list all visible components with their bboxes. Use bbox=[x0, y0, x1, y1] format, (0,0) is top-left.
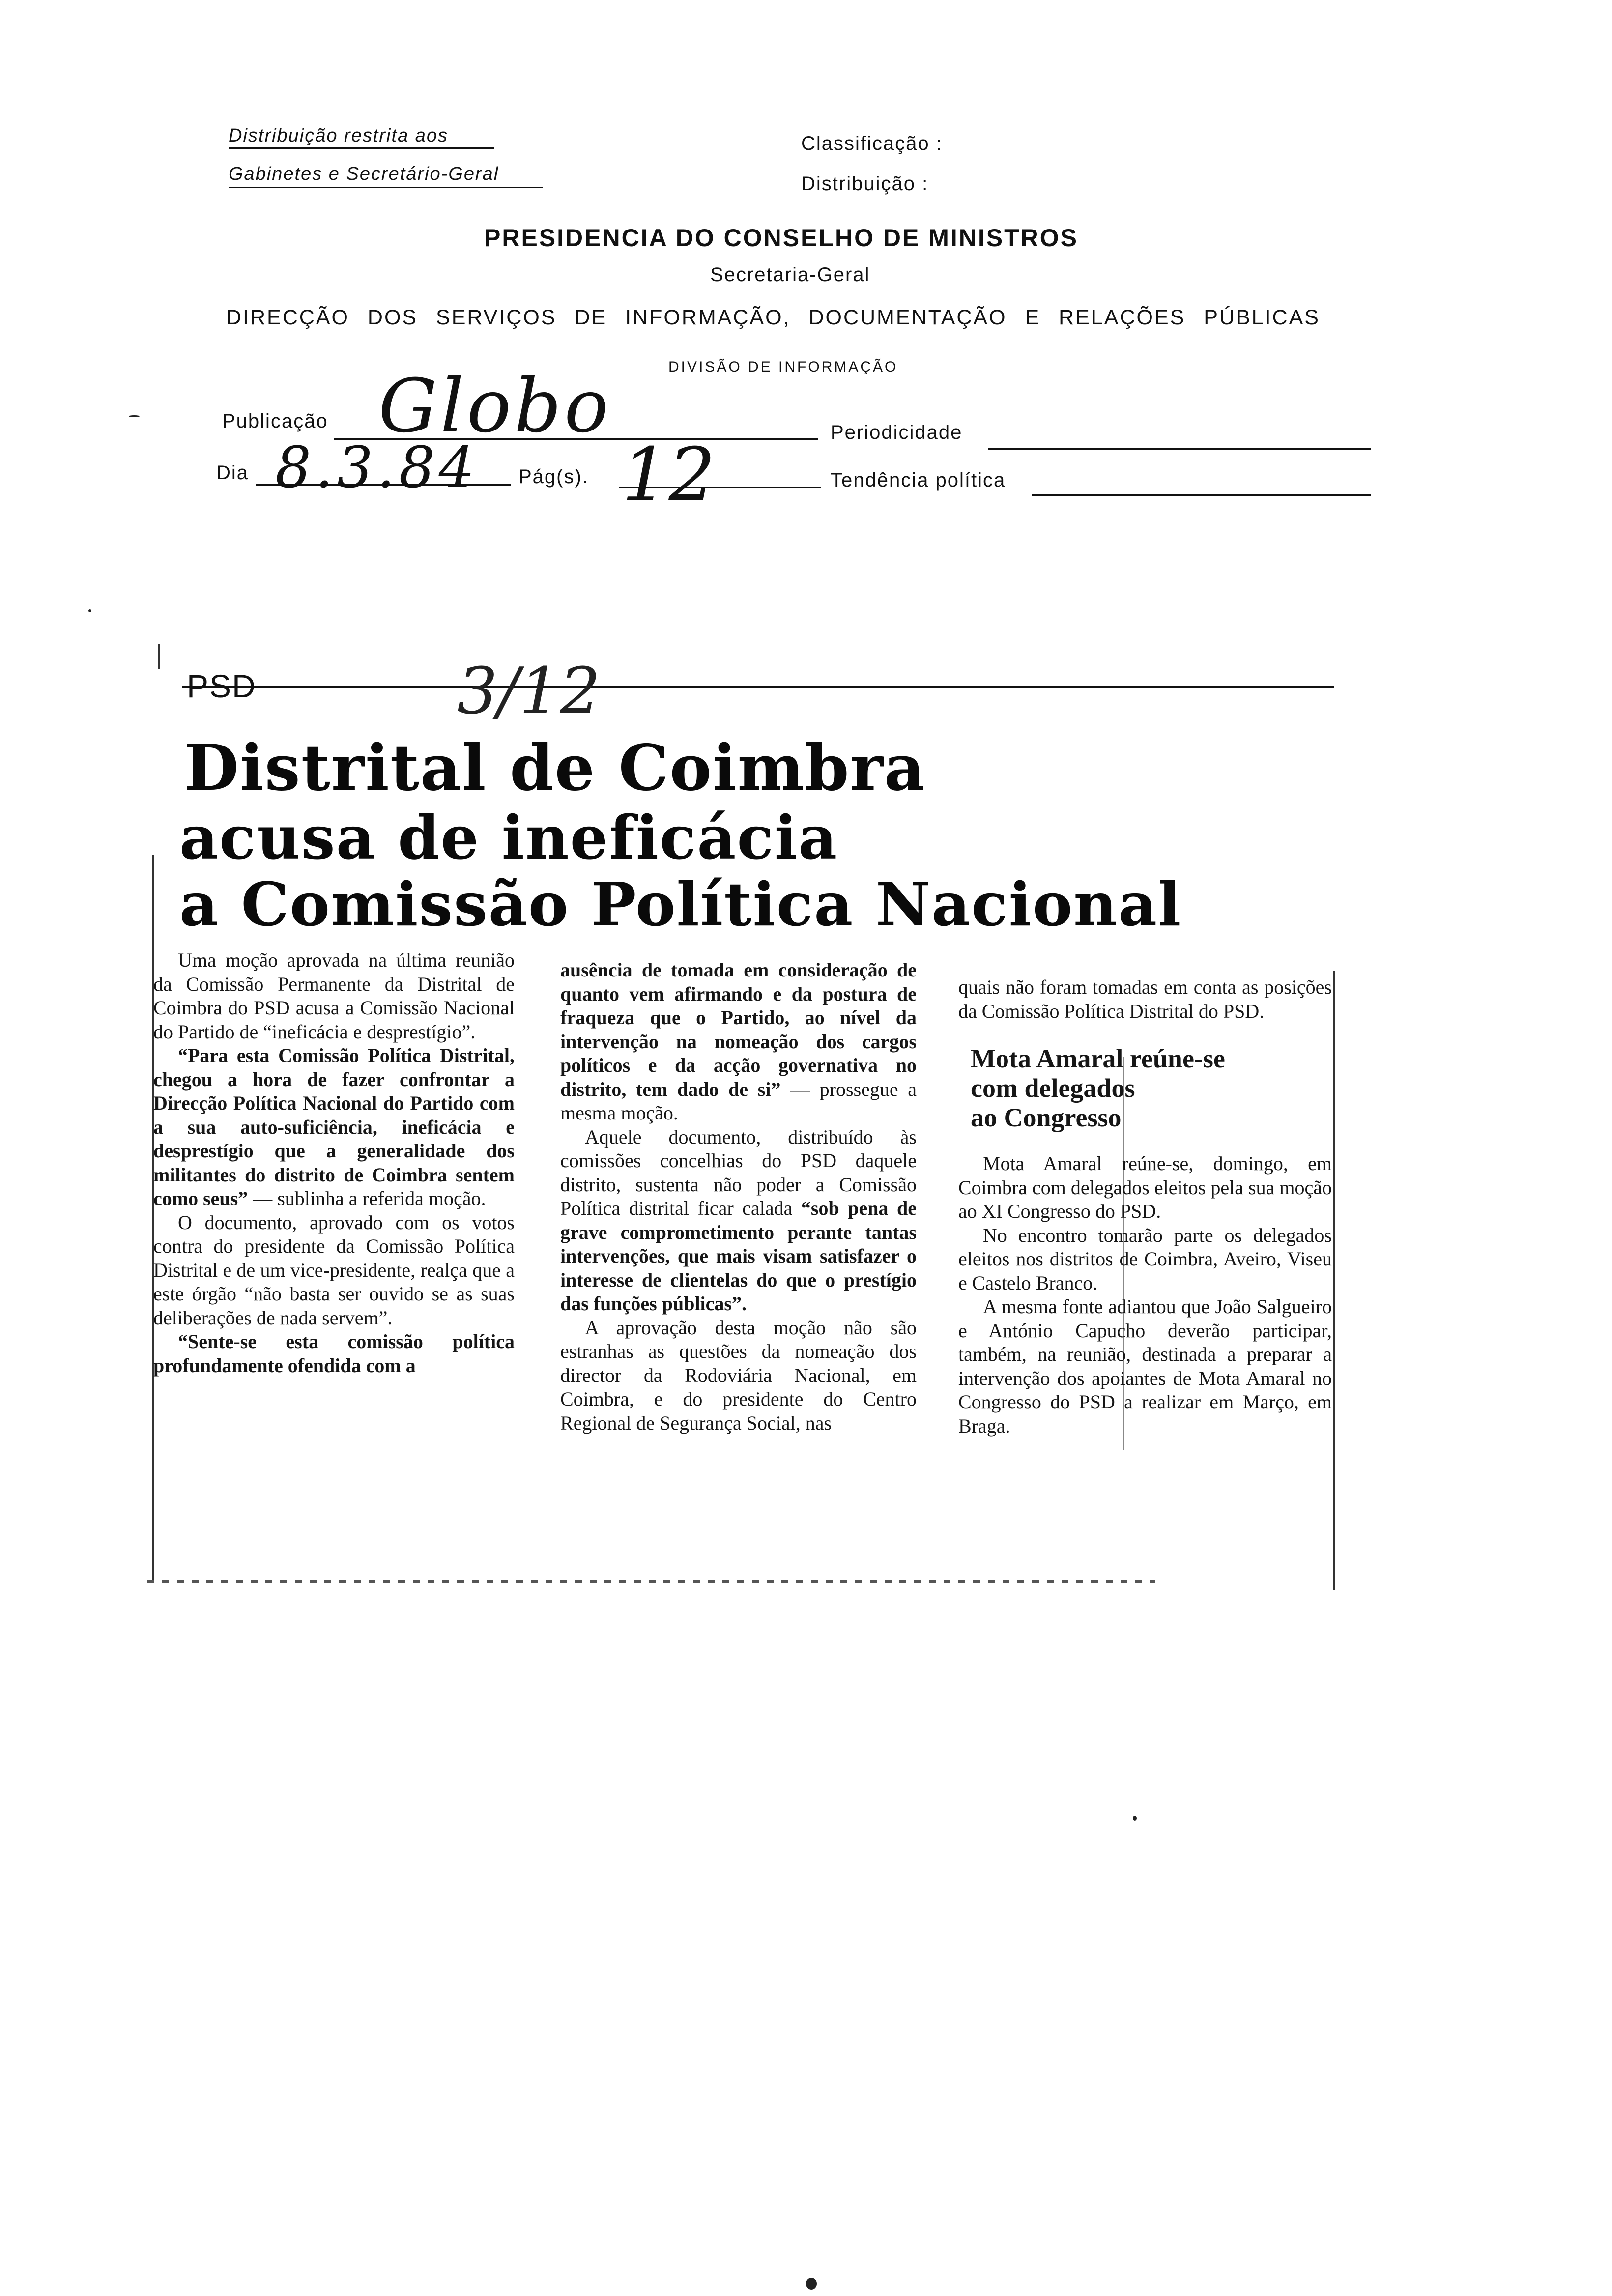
scan-mark bbox=[129, 415, 140, 417]
col1-paragraph-1: Uma moção aprovada na última reunião da Comissão Permanente da Distrital de Coimbra do PSD acusa a Comissão Nacional do Partido de “ineficácia e desprestígio”. bbox=[153, 949, 515, 1043]
article-column-3 bbox=[958, 976, 1332, 1438]
subheading bbox=[971, 1044, 1332, 1132]
col1-paragraph-2-end: — sublinha a referida moção. bbox=[248, 1187, 486, 1209]
day-handwritten-value: 8.3.84 bbox=[275, 435, 479, 501]
headline-line-1: Distrital de Coimbra bbox=[184, 731, 926, 805]
col1-paragraph-2-quote: “Para esta Comissão Política Distrital, chegou a hora de fazer confrontar a Direcção Política Nacional do Partido com a sua auto-suficiência, ineficácia e desprestígio que a generalidade dos militantes do distrito de Coimbra sentem como seus” bbox=[153, 1044, 515, 1209]
scan-mark bbox=[806, 2278, 817, 2290]
col2-paragraph-2-quote: “sob pena de grave comprometimento perante tantas intervenções, que mais visam satisfazer o interesse de clientelas do que o prestígio das funções públicas”. bbox=[560, 1197, 917, 1315]
col1-paragraph-4: “Sente-se esta comissão política profundamente ofendida com a bbox=[153, 1330, 515, 1377]
headline-line-2: acusa de ineficácia bbox=[179, 802, 838, 873]
tendency-label: Tendência política bbox=[831, 469, 1006, 491]
col2-paragraph-1-end: — prosseguе a mesma moção. bbox=[560, 1078, 917, 1124]
col2-paragraph-3: A aprovação desta moção não são estranhas as questões da nomeação dos director da Rodoviária Nacional, em Coimbra, e do presidente do Centro Regional de Segurança Social, nas bbox=[560, 1316, 917, 1434]
clipping-bottom-edge bbox=[147, 1580, 1155, 1583]
section-label: PSD bbox=[187, 668, 257, 704]
headline-line-3: a Comissão Política Nacional bbox=[179, 869, 1182, 940]
secretariat-label: Secretaria-Geral bbox=[710, 264, 870, 286]
distribution-label: Distribuição : bbox=[801, 173, 929, 195]
col1-paragraph-2 bbox=[153, 1044, 515, 1211]
restricted-distribution-line-1: Distribuição restrita aos bbox=[229, 125, 449, 146]
publication-label: Publicação bbox=[222, 410, 328, 432]
division-label: DIVISÃO DE INFORMAÇÃO bbox=[668, 359, 898, 375]
col3-paragraph-2: Mota Amaral reúne-se, domingo, em Coimbra com delegados eleitos pela sua moção ao XI Congresso do PSD. bbox=[958, 1152, 1332, 1222]
col3-paragraph-1: quais não foram tomadas em conta as posições da Comissão Política Distrital do PSD. bbox=[958, 976, 1332, 1022]
column-rule-right bbox=[1333, 971, 1335, 1590]
col2-paragraph-1-quote: ausência de tomada em consideração de quanto vem afirmando e da postura de fraqueza que o Partido, ao nível da intervenção na nomeação dos cargos políticos e da acção governativa no distrito, tem dado de si” bbox=[560, 959, 917, 1100]
classification-label: Classificação : bbox=[801, 133, 943, 154]
col2-paragraph-1 bbox=[560, 958, 917, 1125]
publication-handwritten-value: Globo bbox=[378, 364, 612, 449]
scan-mark bbox=[1133, 1816, 1137, 1821]
col1-paragraph-3: O documento, aprovado com os votos contra do presidente da Comissão Política Distrital e de um vice-presidente, realça que a este órgão “não basta ser ouvido se as suas deliberações de nada servem”. bbox=[153, 1211, 515, 1329]
pages-label: Pág(s). bbox=[518, 466, 589, 488]
day-label: Dia bbox=[216, 462, 249, 484]
article-column-2 bbox=[560, 958, 917, 1435]
pages-handwritten-value: 12 bbox=[622, 432, 716, 518]
col2-paragraph-2-start: Aquele documento, distribuído às comissões concelhias do PSD daquele distrito, sustenta não poder a Comissão Política distrital ficar calada bbox=[560, 1125, 917, 1219]
scan-mark bbox=[88, 609, 91, 612]
institution-title: PRESIDENCIA DO CONSELHO DE MINISTROS bbox=[484, 224, 1079, 252]
col3-paragraph-4: A mesma fonte adiantou que João Salgueiro e António Capucho deverão participar, também, na reunião, destinada a preparar a intervenção dos apoiantes de Mota Amaral no Congresso do PSD a realizar em Março, em Braga. bbox=[958, 1295, 1332, 1437]
clipping-handwritten-reference: 3/12 bbox=[457, 654, 601, 728]
subheading-line-3: ao Congresso bbox=[971, 1103, 1122, 1132]
restricted-distribution-line-2: Gabinetes e Secretário-Geral bbox=[229, 164, 499, 184]
col3-paragraph-3: No encontro tomarão parte os delegados eleitos nos distritos de Coimbra, Aveiro, Viseu e Castelo Branco. bbox=[958, 1224, 1332, 1294]
col2-paragraph-2 bbox=[560, 1125, 917, 1316]
subheading-line-1: Mota Amaral reúne-se bbox=[971, 1044, 1225, 1073]
clipping-top-rule bbox=[182, 686, 1334, 688]
scan-mark-left-edge bbox=[158, 644, 160, 669]
subheading-line-2: com delegados bbox=[971, 1073, 1135, 1103]
direction-label: DIRECÇÃO DOS SERVIÇOS DE INFORMAÇÃO, DOCUMENTAÇÃO E RELAÇÕES PÚBLICAS bbox=[226, 306, 1320, 329]
restricted-underline-1 bbox=[229, 147, 494, 149]
tendency-field-line bbox=[1032, 494, 1371, 496]
periodicity-field-line bbox=[988, 448, 1371, 450]
article-column-1 bbox=[153, 948, 515, 1378]
periodicity-label: Periodicidade bbox=[831, 422, 963, 443]
restricted-underline-2 bbox=[229, 187, 543, 188]
